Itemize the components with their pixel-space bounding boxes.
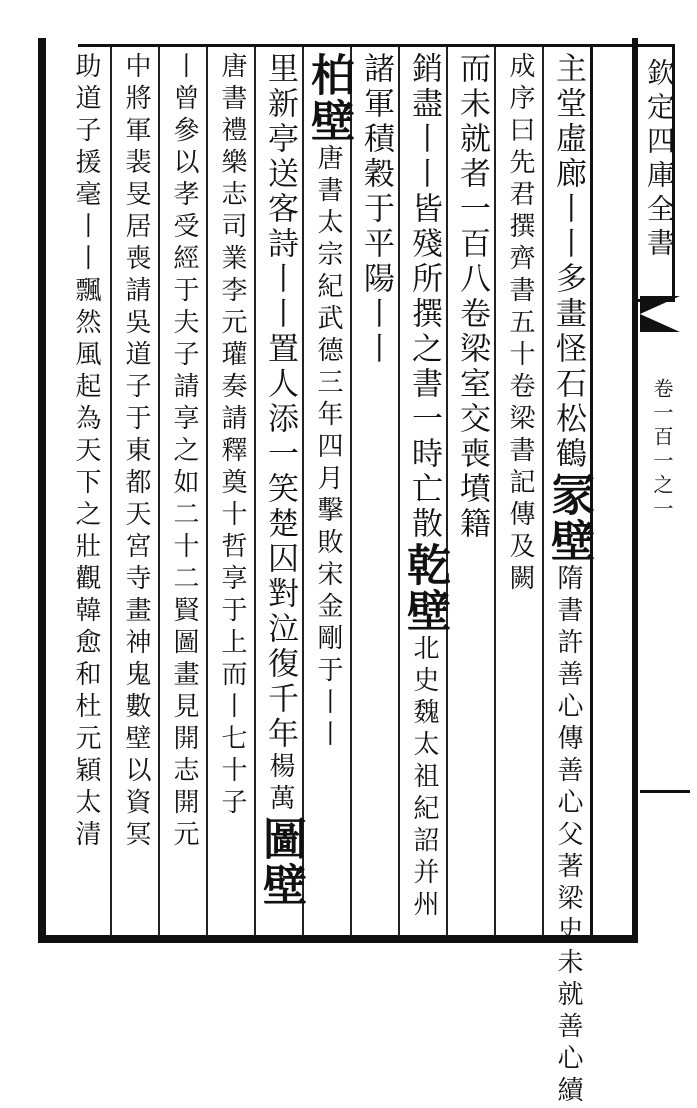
text-column-2 [496,52,544,932]
text-column-7 [256,52,304,932]
text-column-4 [400,52,448,932]
text-run: 中將軍裴旻居喪請吳道子于東都天宮寺畫神鬼數壁以資冥 [121,52,151,852]
heading-tu-wall: 圖壁 [255,816,306,908]
text-run: 唐書太宗紀武德三年四月擊敗宋金剛于丨丨 [313,144,343,752]
text-run: 隋書許善心傳善心父著梁史未就善心續 [553,564,583,1108]
text-run: 北史魏太祖紀詔并州 [409,634,439,922]
text-run: 而未就者一百八卷梁室交喪墳籍 [454,52,490,542]
frame-bottom-border [38,935,638,943]
text-column-11 [62,52,110,932]
text-column-10 [112,52,160,932]
text-column-9 [160,52,208,932]
text-column-6 [304,52,352,932]
text-column-3 [448,52,496,932]
heading-qian-wall: 乾壁 [399,542,450,634]
frame-top-border [78,44,638,47]
text-run: 主堂虛廊丨丨多畫怪石松鶴 [550,52,586,472]
heading-bai-wall: 柏壁 [303,52,354,144]
text-run: 成序曰先君撰齊書五十卷梁書記傳及闕 [505,52,535,596]
heading-tomb-wall: 冡壁 [543,472,594,564]
text-run: 銷盡丨丨皆殘所撰之書一時亡散 [406,52,442,542]
text-column-1 [543,52,594,1108]
text-run: 丨曾參以孝受經于夫子請享之如二十二賢圖畫見開志開元 [169,52,199,852]
text-column-8 [208,52,256,932]
text-run: 唐書禮樂志司業李元瓘奏請釋奠十哲享于上而丨七十子 [217,52,247,820]
edge-volume-label: 卷一百一之一 [650,378,674,522]
text-run: 里新亭送客詩丨丨置人添一笑楚囚對泣復千年 [262,52,298,752]
fish-tail-mark [640,296,680,332]
frame-left-border [38,38,46,943]
edge-book-title: 欽定四庫全書 [643,58,676,262]
text-run: 諸軍積穀于平陽丨丨 [358,52,394,367]
text-column-5 [352,52,400,932]
text-run: 助道子援毫丨丨飄然風起為天下之壯觀韓愈和杜元穎太清 [71,52,101,852]
edge-rule [640,790,690,793]
text-run: 楊萬 [265,752,295,816]
